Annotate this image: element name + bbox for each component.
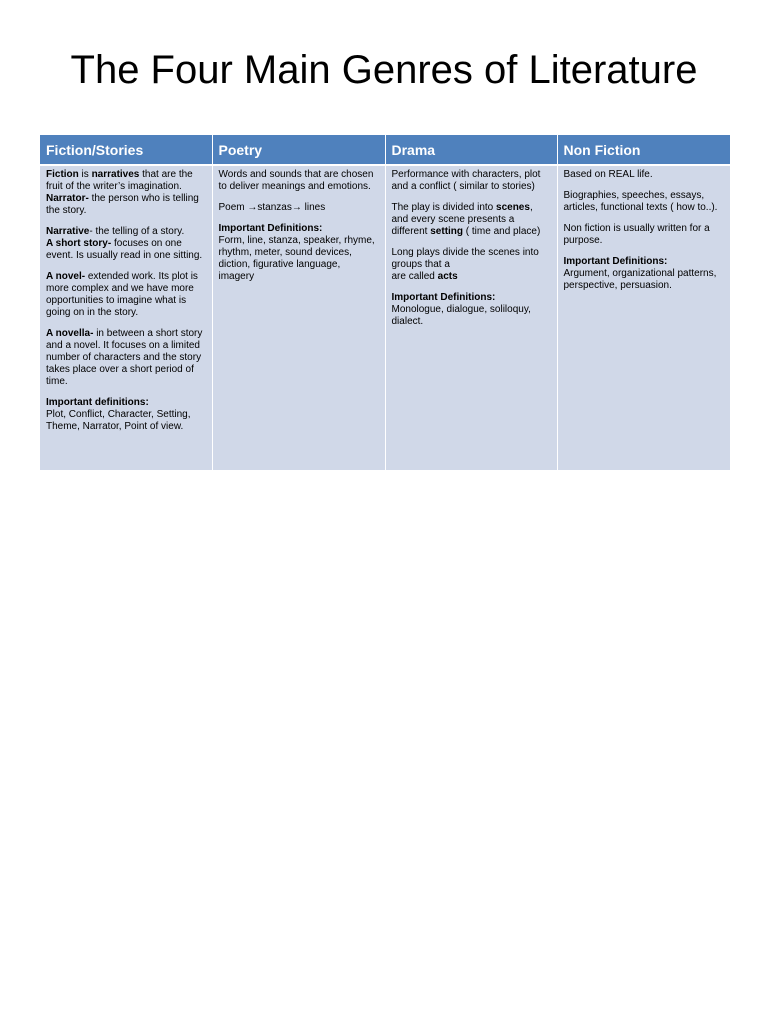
term-narrative: Narrative [46, 226, 90, 237]
cell-drama [385, 165, 557, 470]
table-header-row [40, 135, 730, 165]
text: the person who is telling the story. [46, 193, 199, 216]
cell-nonfiction [557, 165, 730, 470]
term-fiction: Fiction [46, 169, 79, 180]
table-row [40, 165, 730, 470]
header-nonfiction: Non Fiction [557, 135, 730, 165]
text: , and every scene presents a different [391, 202, 533, 237]
term-acts: acts [437, 271, 458, 282]
fiction-para-4 [46, 328, 206, 388]
nonfiction-para-1: Based on REAL life. [563, 169, 653, 180]
text: Form, line, stanza, speaker, rhyme, rhythm, meter, sound devices, diction, figurative language, imagery [218, 235, 375, 282]
nonfiction-para-4 [564, 256, 725, 292]
text: focuses on one event. Is usually read in one sitting. [46, 238, 203, 261]
poetry-para-2: Poem →stanzas→ lines [218, 202, 326, 213]
fiction-para-3 [46, 271, 206, 319]
cell-fiction [40, 165, 212, 470]
drama-para-2 [392, 202, 551, 238]
important-definitions-label: Important definitions: [46, 397, 149, 408]
fiction-para-2 [46, 226, 206, 262]
poetry-para-1: Words and sounds that are chosen to deliver meanings and emotions. [218, 169, 374, 192]
text: is [78, 169, 92, 180]
drama-para-1: Performance with characters, plot and a conflict ( similar to stories) [391, 169, 541, 192]
text: extended work. Its plot is more complex and we have more opportunities to imagine what is going on in the story. [46, 271, 198, 318]
cell-poetry [212, 165, 385, 470]
text: The play is divided into [391, 202, 497, 213]
text: Argument, organizational patterns, perspective, persuasion. [563, 268, 717, 291]
important-definitions-label: Important Definitions: [563, 256, 668, 267]
header-drama: Drama [385, 135, 557, 165]
page-title: The Four Main Genres of Literature [70, 48, 698, 92]
text: in between a short story and a novel. It focuses on a limited number of characters and the story takes place over a short period of time. [46, 328, 203, 387]
text: Plot, Conflict, Character, Setting, Theme, Narrator, Point of view. [46, 409, 191, 432]
term-narratives: narratives [91, 169, 140, 180]
fiction-para-1 [46, 169, 206, 217]
text: ( time and place) [463, 226, 541, 237]
header-fiction: Fiction/Stories [40, 135, 212, 165]
term-setting: setting [430, 226, 464, 237]
drama-para-4 [392, 292, 551, 328]
nonfiction-para-2: Biographies, speeches, essays, articles, functional texts ( how to..). [563, 190, 718, 213]
poetry-para-3 [219, 223, 379, 283]
term-novella: A novella- [46, 328, 94, 339]
term-scenes: scenes [496, 202, 530, 213]
text: Long plays divide the scenes into groups that a [391, 247, 539, 270]
text: are called [391, 271, 438, 282]
term-novel: A novel- [46, 271, 86, 282]
important-definitions-label: Important Definitions: [391, 292, 496, 303]
text: Monologue, dialogue, soliloquy, dialect. [391, 304, 531, 327]
genre-table [40, 135, 730, 470]
drama-para-3 [392, 247, 551, 283]
important-definitions-label: Important Definitions: [218, 223, 323, 234]
term-narrator: Narrator- [46, 193, 89, 204]
fiction-para-5 [46, 397, 206, 433]
nonfiction-para-3: Non fiction is usually written for a purpose. [563, 223, 710, 246]
header-poetry: Poetry [212, 135, 385, 165]
term-short-story: A short story- [46, 238, 112, 249]
text: - the telling of a story. [89, 226, 185, 237]
text: that are the fruit of the writer’s imagination. [46, 169, 193, 192]
